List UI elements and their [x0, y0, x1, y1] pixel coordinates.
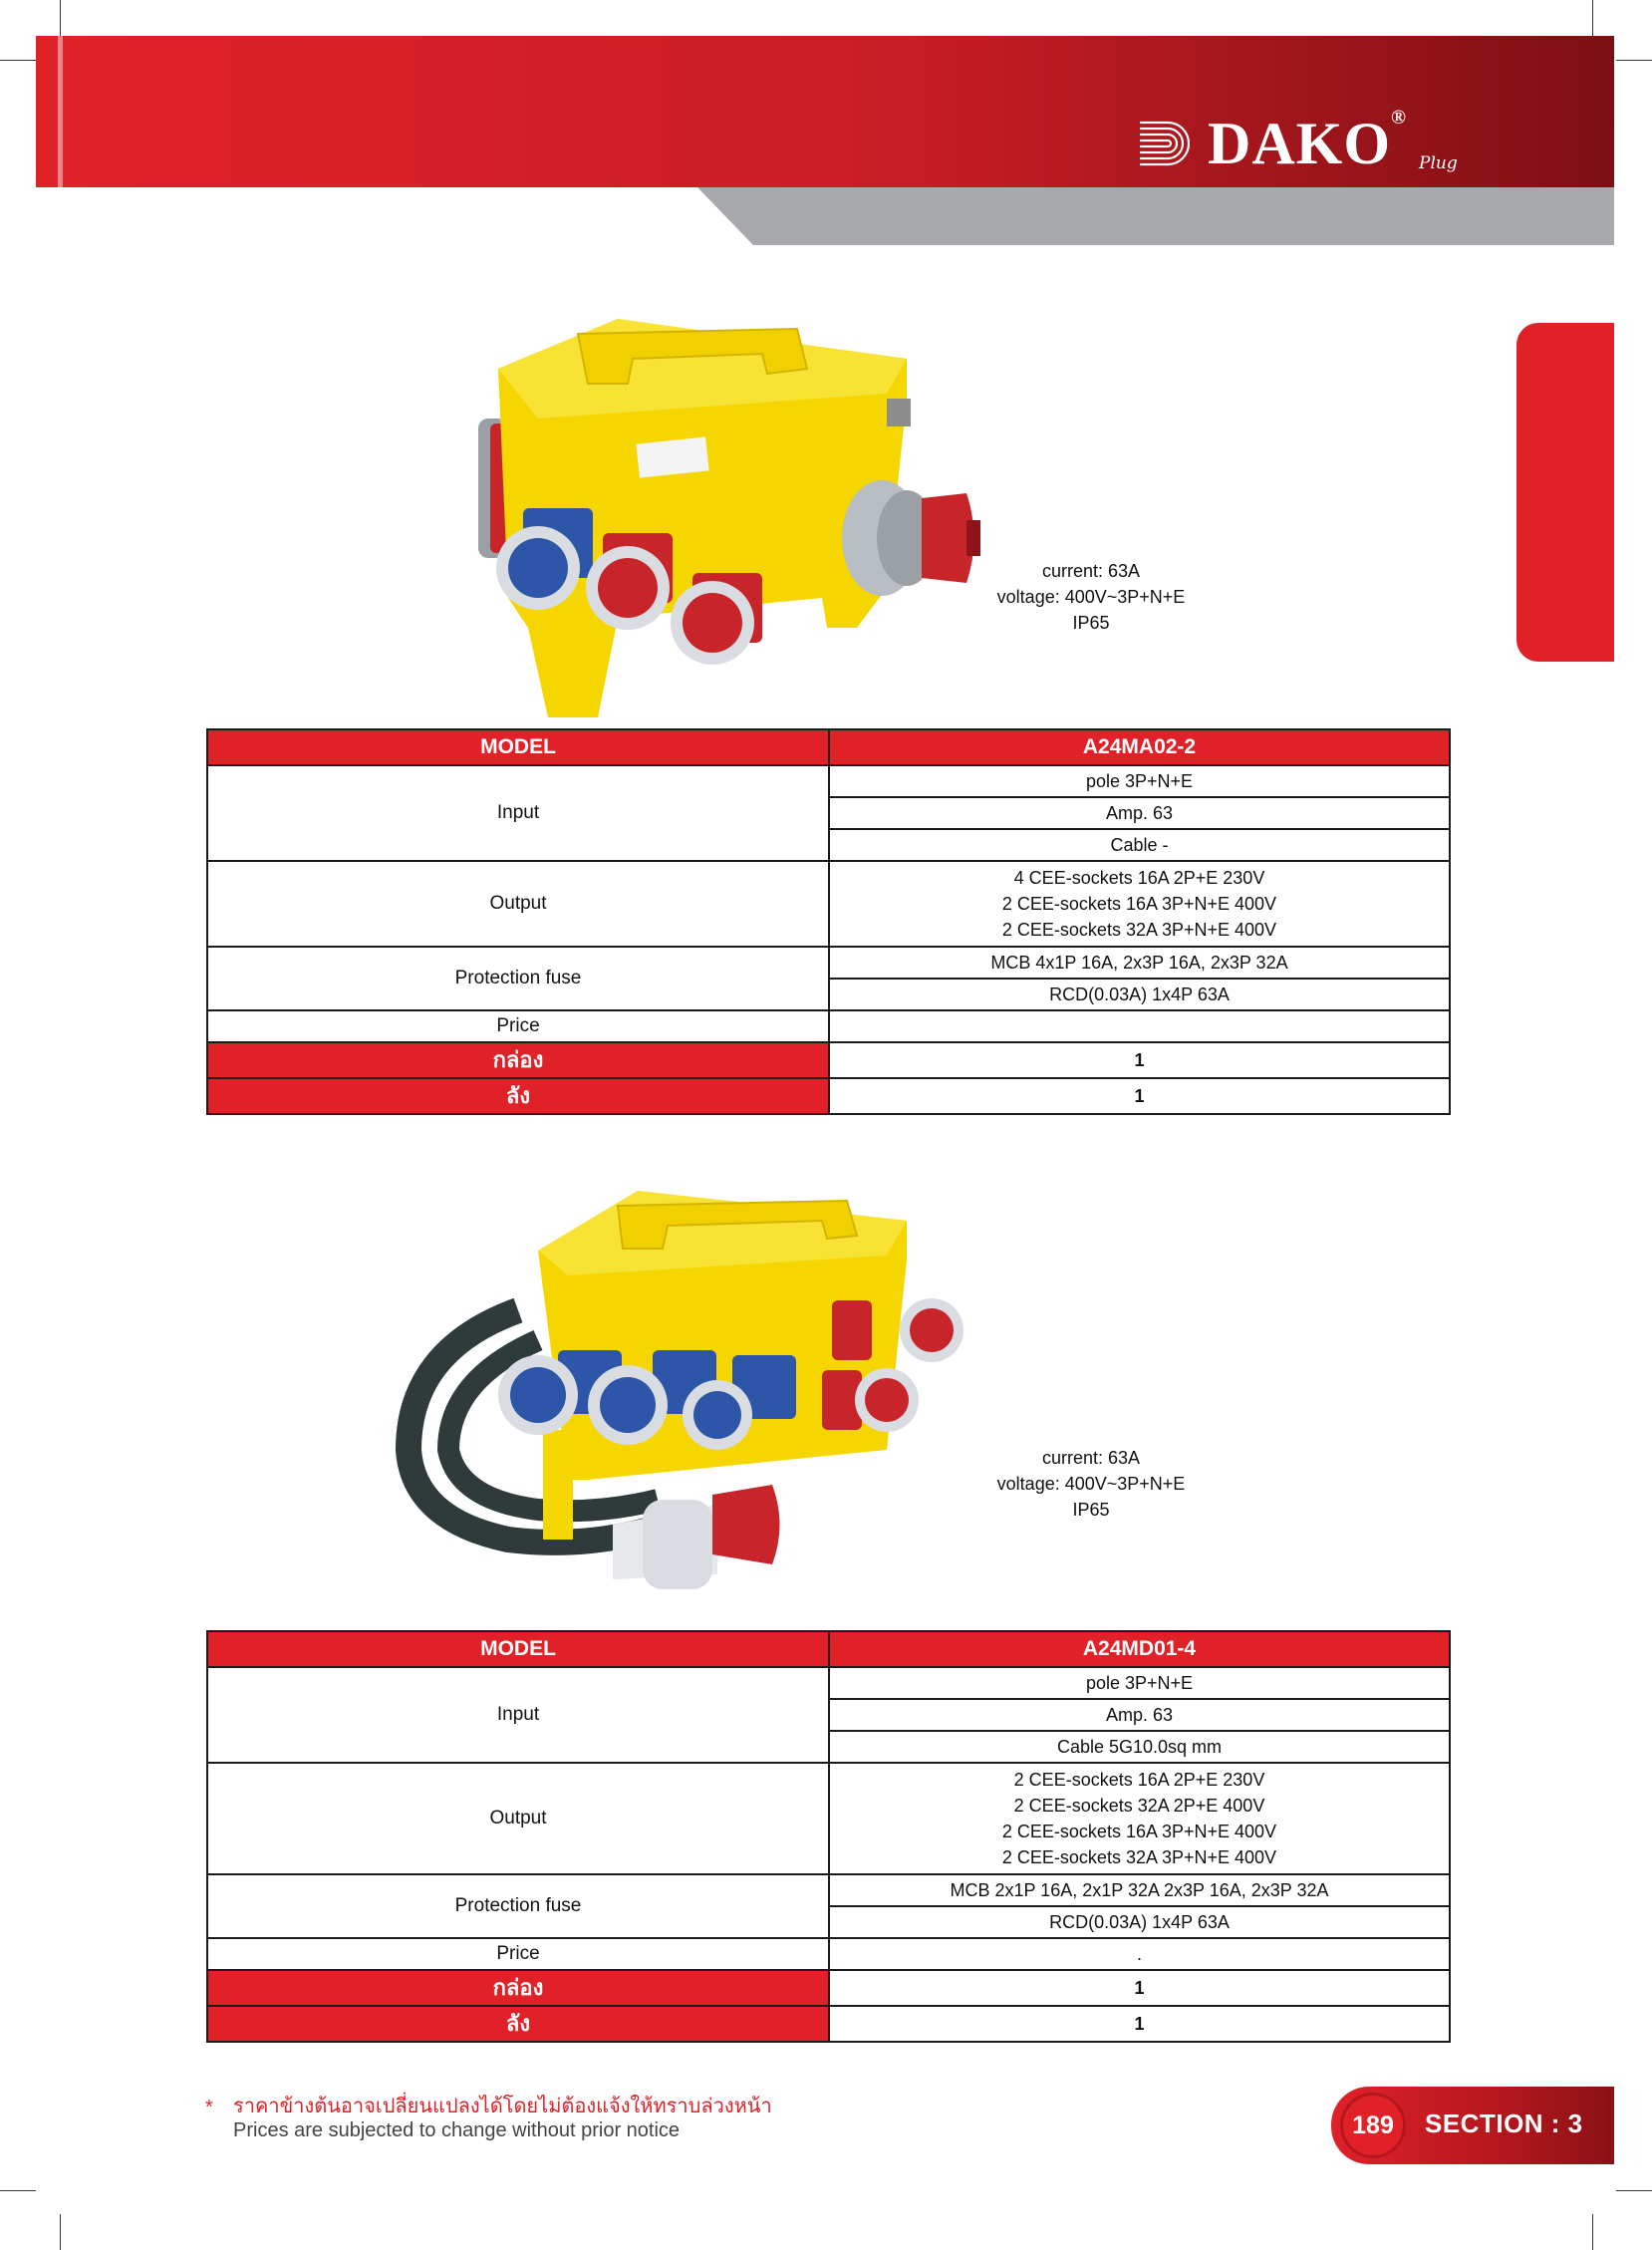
protection-mcb: MCB 4x1P 16A, 2x3P 16A, 2x3P 32A — [829, 947, 1450, 979]
dako-d-logo-icon — [1138, 119, 1200, 168]
footnote-asterisk: * — [205, 2097, 213, 2118]
output-line: 2 CEE-sockets 16A 3P+N+E 400V — [1001, 1822, 1277, 1841]
input-label: Input — [207, 1667, 829, 1763]
crop-mark — [1616, 2190, 1652, 2191]
output-label: Output — [207, 861, 829, 947]
spec-table-a24md01-4 — [206, 1630, 1451, 2043]
output-values — [829, 1763, 1450, 1874]
box-label: กล่อง — [207, 1970, 829, 2006]
output-line: 2 CEE-sockets 16A 2P+E 230V — [1013, 1770, 1265, 1790]
disclaimer-thai: ราคาข้างต้นอาจเปลี่ยนแปลงได้โดยไม่ต้องแจ้งให้ทราบล่วงหน้า — [233, 2096, 772, 2117]
input-cable: Cable - — [829, 829, 1450, 861]
protection-label: Protection fuse — [207, 947, 829, 1010]
protection-label: Protection fuse — [207, 1874, 829, 1938]
output-line: 2 CEE-sockets 32A 3P+N+E 400V — [1001, 1847, 1277, 1867]
protection-rcd: RCD(0.03A) 1x4P 63A — [829, 979, 1450, 1010]
section-label: SECTION : 3 — [1425, 2109, 1583, 2138]
output-line: 2 CEE-sockets 16A 3P+N+E 400V — [1001, 894, 1277, 914]
spec-voltage: voltage: 400V~3P+N+E — [996, 1474, 1186, 1494]
product-specs — [942, 1445, 1240, 1523]
disclaimer-english: Prices are subjected to change without prior notice — [233, 2119, 681, 2141]
carton-quantity: 1 — [829, 2006, 1450, 2042]
brand-name: DAKO® — [1208, 107, 1407, 176]
spec-ip-rating: IP65 — [1072, 613, 1110, 633]
price-value — [829, 1010, 1450, 1042]
carton-label: ลัง — [207, 1078, 829, 1114]
price-disclaimer — [233, 2095, 772, 2142]
output-line: 2 CEE-sockets 32A 3P+N+E 400V — [1001, 920, 1277, 940]
spec-current: current: 63A — [1041, 561, 1141, 581]
output-line: 2 CEE-sockets 32A 2P+E 400V — [1013, 1796, 1265, 1816]
price-label: Price — [207, 1938, 829, 1970]
model-header-label: MODEL — [207, 729, 829, 765]
section-side-tab — [1516, 323, 1614, 662]
brand-tagline: Plug — [1419, 153, 1458, 173]
crop-mark — [0, 2190, 36, 2191]
product-specs — [942, 558, 1240, 636]
box-quantity: 1 — [829, 1042, 1450, 1078]
model-value: A24MD01-4 — [829, 1631, 1450, 1667]
input-label: Input — [207, 765, 829, 861]
price-value: . — [829, 1938, 1450, 1970]
page-number: 189 — [1343, 2096, 1403, 2155]
protection-rcd: RCD(0.03A) 1x4P 63A — [829, 1906, 1450, 1938]
crop-mark — [60, 2214, 61, 2250]
model-header-label: MODEL — [207, 1631, 829, 1667]
spec-voltage: voltage: 400V~3P+N+E — [996, 587, 1186, 607]
output-values — [829, 861, 1450, 947]
box-label: กล่อง — [207, 1042, 829, 1078]
carton-label: ลัง — [207, 2006, 829, 2042]
spec-ip-rating: IP65 — [1072, 1500, 1110, 1520]
output-line: 4 CEE-sockets 16A 2P+E 230V — [1013, 868, 1265, 888]
crop-mark — [1592, 2214, 1593, 2250]
product-photo-a24ma02-2 — [468, 299, 986, 727]
protection-mcb: MCB 2x1P 16A, 2x1P 32A 2x3P 16A, 2x3P 32A — [829, 1874, 1450, 1906]
input-pole: pole 3P+N+E — [829, 1667, 1450, 1699]
product-photo-a24md01-4 — [389, 1181, 966, 1609]
brand-logo — [1138, 107, 1458, 176]
input-amp: Amp. 63 — [829, 1699, 1450, 1731]
input-cable: Cable 5G10.0sq mm — [829, 1731, 1450, 1763]
price-label: Price — [207, 1010, 829, 1042]
spec-current: current: 63A — [1041, 1448, 1141, 1468]
carton-quantity: 1 — [829, 1078, 1450, 1114]
input-pole: pole 3P+N+E — [829, 765, 1450, 797]
model-value: A24MA02-2 — [829, 729, 1450, 765]
page-footer-bar — [1331, 2087, 1614, 2164]
output-label: Output — [207, 1763, 829, 1874]
box-quantity: 1 — [829, 1970, 1450, 2006]
input-amp: Amp. 63 — [829, 797, 1450, 829]
spec-table-a24ma02-2 — [206, 728, 1451, 1115]
